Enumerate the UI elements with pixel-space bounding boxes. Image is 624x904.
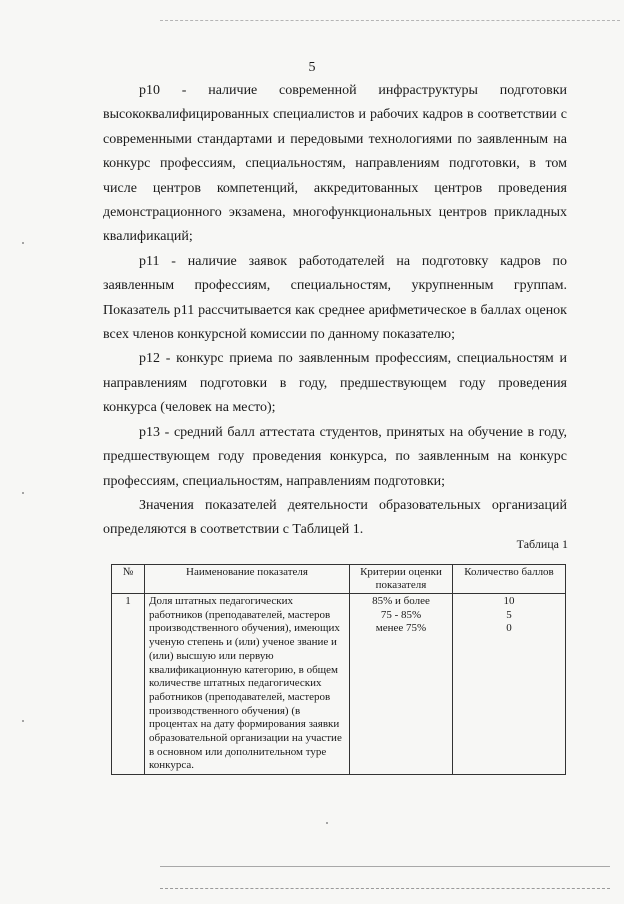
table-header-row (112, 565, 566, 594)
paragraph-p13: p13 - средний балл аттестата студентов, принятых на обучение в году, предшествующем году проведения конкурса, по заявленным на конкурс профессиям, специальностям, направлениям подготовки; (103, 424, 567, 489)
paragraph-table-reference: Значения показателей деятельности образовательных организаций определяются в соответствии с Таблицей 1. (103, 497, 567, 538)
score-item: 10 (503, 595, 515, 607)
score-item: 0 (506, 622, 512, 635)
page-number: 5 (308, 60, 316, 75)
header-indicator-name: Наименование показателя (145, 565, 350, 594)
paragraph-p10: p10 - наличие современной инфраструктуры подготовки высококвалифицированных специалистов и рабочих кадров в соответствии с современными стандартами и передовыми технологиями по заявленным на конкурс профессиям, специальностям, направлениям подготовки, в том числе центров компетенций, аккредитованных центров проведения демонстрационного экзамена, многофункциональных центров прикладных квалификаций; (103, 83, 567, 245)
scan-speck (22, 720, 24, 722)
scan-artifact-line (160, 866, 610, 867)
row-criteria (350, 594, 453, 775)
scan-artifact-line (160, 888, 610, 889)
criteria-item: 75 - 85% (380, 608, 422, 621)
indicators-table (111, 564, 566, 775)
criteria-item: 85% и более (372, 595, 430, 607)
body-text (103, 79, 567, 543)
scan-artifact-line (160, 20, 620, 22)
row-number: 1 (112, 594, 145, 775)
row-indicator-name: Доля штатных педагогических работников (преподавателей, мастеров производственного обучения), имеющих ученую степень и (или) ученое звание и (или) высшую или первую квалификационную категорию, в общем количестве штатных педагогических работников (преподавателей, мастеров производственного обучения) (в процентах на дату формирования заявки образовательной организации на участие в основном или дополнительном туре конкурса. (145, 594, 350, 775)
header-criteria: Критерии оценки показателя (350, 565, 453, 594)
table-caption: Таблица 1 (516, 537, 568, 551)
paragraph-p11: p11 - наличие заявок работодателей на подготовку кадров по заявленным профессиям, специальностям, укрупненным группам. Показатель p11 рассчитывается как среднее арифметическое в баллах оценок всех членов конкурсной комиссии по данному показателю; (103, 253, 567, 343)
table-row (112, 594, 566, 775)
scan-speck (326, 822, 328, 824)
header-score: Количество баллов (453, 565, 566, 594)
paragraph-p12: p12 - конкурс приема по заявленным профессиям, специальностям и направлениям подготовки в году, предшествующем году проведения конкурса (человек на место); (103, 351, 567, 416)
criteria-item: менее 75% (375, 622, 427, 635)
header-number: № (112, 565, 145, 594)
scan-speck (22, 492, 24, 494)
scan-speck (22, 242, 24, 244)
score-item: 5 (506, 608, 512, 621)
row-scores (453, 594, 566, 775)
